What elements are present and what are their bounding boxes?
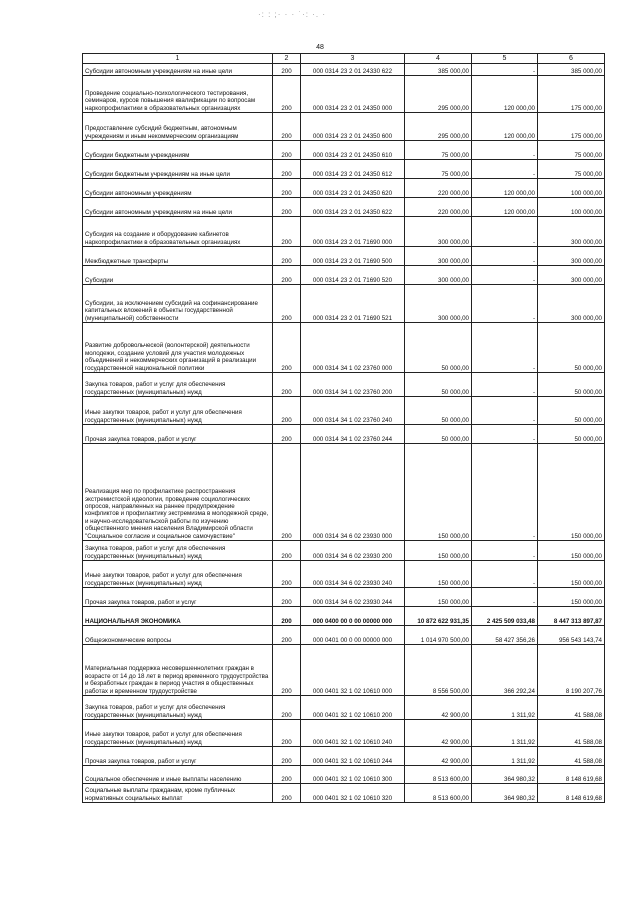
row-approved-amount-cell: 75 000,00 [405, 141, 472, 160]
row-remaining-amount-cell: 300 000,00 [538, 266, 605, 285]
table-row [83, 588, 605, 607]
row-approved-amount-cell: 1 014 970 500,00 [405, 626, 472, 645]
row-budget-code-cell: 000 0314 23 2 01 71690 500 [301, 247, 405, 266]
table-row [83, 607, 605, 626]
row-name-cell: Субсидии, за исключением субсидий на софинансирование капитальных вложений в объекты государственной (муниципальной) собственности [83, 285, 273, 323]
row-executed-amount-cell: 58 427 356,26 [472, 626, 538, 645]
row-executed-amount-cell: 2 425 509 033,48 [472, 607, 538, 626]
table-row [83, 323, 605, 373]
row-remaining-amount-cell: 100 000,00 [538, 198, 605, 217]
row-remaining-amount-cell: 385 000,00 [538, 64, 605, 76]
row-name-cell: Общеэкономические вопросы [83, 626, 273, 645]
page-number: 48 [316, 44, 324, 51]
row-budget-code-cell: 000 0314 34 1 02 23760 000 [301, 323, 405, 373]
row-line-code-cell: 200 [273, 588, 301, 607]
row-approved-amount-cell: 10 872 622 931,35 [405, 607, 472, 626]
table-row [83, 784, 605, 803]
row-line-code-cell: 200 [273, 373, 301, 397]
row-remaining-amount-cell: 956 543 143,74 [538, 626, 605, 645]
row-line-code-cell: 200 [273, 323, 301, 373]
row-budget-code-cell: 000 0401 32 1 02 10610 244 [301, 747, 405, 766]
table-row [83, 397, 605, 425]
row-name-cell: Субсидии автономным учреждениям на иные цели [83, 64, 273, 76]
scan-stamp-mark: ·: : ;· · · ˙·: ·. · [258, 10, 326, 19]
row-approved-amount-cell: 8 513 600,00 [405, 784, 472, 803]
table-row [83, 720, 605, 747]
row-line-code-cell: 200 [273, 696, 301, 720]
row-name-cell: Проведение социально-психологического тестирования, семинаров, курсов повышения квалификации по вопросам наркопрофилактики в образовательных организациях [83, 76, 273, 113]
table-row [83, 217, 605, 247]
column-number-header-row [83, 54, 605, 64]
table-row [83, 160, 605, 179]
row-name-cell: Субсидии бюджетным учреждениям [83, 141, 273, 160]
row-line-code-cell: 200 [273, 645, 301, 696]
row-budget-code-cell: 000 0314 23 2 01 71690 520 [301, 266, 405, 285]
row-approved-amount-cell: 295 000,00 [405, 76, 472, 113]
row-remaining-amount-cell: 150 000,00 [538, 541, 605, 561]
row-approved-amount-cell: 150 000,00 [405, 444, 472, 541]
row-approved-amount-cell: 8 556 500,00 [405, 645, 472, 696]
row-executed-amount-cell: 120 000,00 [472, 198, 538, 217]
table-row [83, 179, 605, 198]
row-budget-code-cell: 000 0401 32 1 02 10610 320 [301, 784, 405, 803]
table-row [83, 626, 605, 645]
row-approved-amount-cell: 42 900,00 [405, 696, 472, 720]
row-approved-amount-cell: 50 000,00 [405, 397, 472, 425]
column-header: 1 [83, 54, 273, 64]
row-approved-amount-cell: 295 000,00 [405, 113, 472, 141]
table-row [83, 747, 605, 766]
row-approved-amount-cell: 300 000,00 [405, 247, 472, 266]
row-line-code-cell: 200 [273, 76, 301, 113]
row-approved-amount-cell: 50 000,00 [405, 323, 472, 373]
table-row [83, 696, 605, 720]
row-remaining-amount-cell: 75 000,00 [538, 160, 605, 179]
row-executed-amount-cell: - [472, 323, 538, 373]
row-approved-amount-cell: 150 000,00 [405, 588, 472, 607]
row-line-code-cell: 200 [273, 766, 301, 784]
row-executed-amount-cell: - [472, 373, 538, 397]
row-executed-amount-cell: - [472, 217, 538, 247]
row-executed-amount-cell: - [472, 588, 538, 607]
row-budget-code-cell: 000 0314 23 2 01 24350 600 [301, 113, 405, 141]
row-executed-amount-cell: - [472, 444, 538, 541]
row-line-code-cell: 200 [273, 607, 301, 626]
row-name-cell: Прочая закупка товаров, работ и услуг [83, 425, 273, 444]
row-name-cell: Прочая закупка товаров, работ и услуг [83, 747, 273, 766]
row-line-code-cell: 200 [273, 747, 301, 766]
row-remaining-amount-cell: 100 000,00 [538, 179, 605, 198]
table-row [83, 141, 605, 160]
table-row [83, 247, 605, 266]
row-approved-amount-cell: 300 000,00 [405, 285, 472, 323]
row-remaining-amount-cell: 8 148 619,68 [538, 784, 605, 803]
row-line-code-cell: 200 [273, 217, 301, 247]
table-row [83, 444, 605, 541]
row-line-code-cell: 200 [273, 113, 301, 141]
row-remaining-amount-cell: 50 000,00 [538, 425, 605, 444]
row-budget-code-cell: 000 0314 34 6 02 23930 240 [301, 561, 405, 588]
row-name-cell: Реализация мер по профилактике распространения экстремистской идеологии, проведение социологических опросов, направленных на раннее предупреждение конфликтов и профилактику экстремизма в молодежной среде, и научно-исследовательской работы по изучению общественного мнения населения Владимирской области "Социальное согласие и социальное самочувствие" [83, 444, 273, 541]
table-row [83, 541, 605, 561]
row-line-code-cell: 200 [273, 425, 301, 444]
row-line-code-cell: 200 [273, 444, 301, 541]
row-budget-code-cell: 000 0314 34 6 02 23930 000 [301, 444, 405, 541]
row-name-cell: Развитие добровольческой (волонтерской) деятельности молодежи, создание условий для участия молодежных объединений и некоммерческих организаций в реализации государственной национальной политики [83, 323, 273, 373]
row-budget-code-cell: 000 0314 23 2 01 24350 610 [301, 141, 405, 160]
table-row [83, 64, 605, 76]
column-header: 3 [301, 54, 405, 64]
row-budget-code-cell: 000 0314 34 1 02 23760 200 [301, 373, 405, 397]
row-line-code-cell: 200 [273, 179, 301, 198]
row-executed-amount-cell: - [472, 541, 538, 561]
row-executed-amount-cell: 364 980,32 [472, 784, 538, 803]
row-budget-code-cell: 000 0314 34 6 02 23930 244 [301, 588, 405, 607]
row-line-code-cell: 200 [273, 397, 301, 425]
row-line-code-cell: 200 [273, 64, 301, 76]
row-budget-code-cell: 000 0314 23 2 01 24330 622 [301, 64, 405, 76]
row-approved-amount-cell: 50 000,00 [405, 425, 472, 444]
row-executed-amount-cell: - [472, 266, 538, 285]
row-executed-amount-cell: - [472, 285, 538, 323]
row-line-code-cell: 200 [273, 160, 301, 179]
row-name-cell: Иные закупки товаров, работ и услуг для обеспечения государственных (муниципальных) нужд [83, 720, 273, 747]
row-name-cell: Закупка товаров, работ и услуг для обеспечения государственных (муниципальных) нужд [83, 541, 273, 561]
row-line-code-cell: 200 [273, 784, 301, 803]
row-approved-amount-cell: 220 000,00 [405, 179, 472, 198]
row-line-code-cell: 200 [273, 720, 301, 747]
table-row [83, 425, 605, 444]
row-line-code-cell: 200 [273, 561, 301, 588]
row-budget-code-cell: 000 0314 23 2 01 24350 620 [301, 179, 405, 198]
row-remaining-amount-cell: 41 588,08 [538, 747, 605, 766]
table-row [83, 645, 605, 696]
row-approved-amount-cell: 42 900,00 [405, 747, 472, 766]
row-name-cell: Субсидия на создание и оборудование кабинетов наркопрофилактики в образовательных организациях [83, 217, 273, 247]
row-budget-code-cell: 000 0401 32 1 02 10610 300 [301, 766, 405, 784]
row-budget-code-cell: 000 0400 00 0 00 00000 000 [301, 607, 405, 626]
row-executed-amount-cell: 120 000,00 [472, 76, 538, 113]
row-remaining-amount-cell: 150 000,00 [538, 561, 605, 588]
row-executed-amount-cell: 120 000,00 [472, 179, 538, 198]
row-budget-code-cell: 000 0401 00 0 00 00000 000 [301, 626, 405, 645]
row-remaining-amount-cell: 150 000,00 [538, 444, 605, 541]
row-name-cell: Закупка товаров, работ и услуг для обеспечения государственных (муниципальных) нужд [83, 373, 273, 397]
row-name-cell: Прочая закупка товаров, работ и услуг [83, 588, 273, 607]
row-budget-code-cell: 000 0314 23 2 01 24350 622 [301, 198, 405, 217]
row-executed-amount-cell: - [472, 64, 538, 76]
table-row [83, 373, 605, 397]
row-line-code-cell: 200 [273, 541, 301, 561]
row-line-code-cell: 200 [273, 247, 301, 266]
row-executed-amount-cell: - [472, 397, 538, 425]
row-line-code-cell: 200 [273, 141, 301, 160]
row-executed-amount-cell: 364 980,32 [472, 766, 538, 784]
table-row [83, 766, 605, 784]
column-header: 5 [472, 54, 538, 64]
row-name-cell: Иные закупки товаров, работ и услуг для обеспечения государственных (муниципальных) нужд [83, 561, 273, 588]
table-row [83, 285, 605, 323]
row-budget-code-cell: 000 0314 34 1 02 23760 240 [301, 397, 405, 425]
row-name-cell: Материальная поддержка несовершеннолетних граждан в возрасте от 14 до 18 лет в период временного трудоустройства и безработных граждан в период участия в общественных работах и временном трудоустройстве [83, 645, 273, 696]
row-remaining-amount-cell: 300 000,00 [538, 247, 605, 266]
row-approved-amount-cell: 300 000,00 [405, 217, 472, 247]
row-name-cell: НАЦИОНАЛЬНАЯ ЭКОНОМИКА [83, 607, 273, 626]
row-budget-code-cell: 000 0314 23 2 01 71690 000 [301, 217, 405, 247]
row-approved-amount-cell: 8 513 600,00 [405, 766, 472, 784]
row-remaining-amount-cell: 50 000,00 [538, 323, 605, 373]
row-remaining-amount-cell: 41 588,08 [538, 720, 605, 747]
row-remaining-amount-cell: 300 000,00 [538, 217, 605, 247]
row-remaining-amount-cell: 50 000,00 [538, 397, 605, 425]
row-budget-code-cell: 000 0401 32 1 02 10610 240 [301, 720, 405, 747]
row-name-cell: Предоставление субсидий бюджетным, автономным учреждениям и иным некоммерческим организациям [83, 113, 273, 141]
row-approved-amount-cell: 385 000,00 [405, 64, 472, 76]
column-header: 2 [273, 54, 301, 64]
row-name-cell: Субсидии автономным учреждениям [83, 179, 273, 198]
row-budget-code-cell: 000 0314 34 6 02 23930 200 [301, 541, 405, 561]
row-approved-amount-cell: 150 000,00 [405, 561, 472, 588]
row-remaining-amount-cell: 41 588,08 [538, 696, 605, 720]
row-budget-code-cell: 000 0401 32 1 02 10610 000 [301, 645, 405, 696]
column-header: 4 [405, 54, 472, 64]
row-executed-amount-cell: - [472, 247, 538, 266]
row-remaining-amount-cell: 175 000,00 [538, 76, 605, 113]
row-executed-amount-cell: 120 000,00 [472, 113, 538, 141]
row-executed-amount-cell: - [472, 160, 538, 179]
row-remaining-amount-cell: 8 190 207,76 [538, 645, 605, 696]
table-row [83, 198, 605, 217]
row-remaining-amount-cell: 175 000,00 [538, 113, 605, 141]
row-approved-amount-cell: 150 000,00 [405, 541, 472, 561]
row-budget-code-cell: 000 0314 23 2 01 24350 612 [301, 160, 405, 179]
row-budget-code-cell: 000 0401 32 1 02 10610 200 [301, 696, 405, 720]
row-executed-amount-cell: 1 311,92 [472, 696, 538, 720]
row-remaining-amount-cell: 8 447 313 897,87 [538, 607, 605, 626]
column-header: 6 [538, 54, 605, 64]
row-line-code-cell: 200 [273, 266, 301, 285]
row-executed-amount-cell: 1 311,92 [472, 747, 538, 766]
row-budget-code-cell: 000 0314 34 1 02 23760 244 [301, 425, 405, 444]
row-executed-amount-cell: 366 292,24 [472, 645, 538, 696]
table-row [83, 76, 605, 113]
row-line-code-cell: 200 [273, 626, 301, 645]
row-line-code-cell: 200 [273, 198, 301, 217]
row-executed-amount-cell: 1 311,92 [472, 720, 538, 747]
table-row [83, 113, 605, 141]
row-name-cell: Субсидии [83, 266, 273, 285]
row-name-cell: Закупка товаров, работ и услуг для обеспечения государственных (муниципальных) нужд [83, 696, 273, 720]
row-budget-code-cell: 000 0314 23 2 01 71690 521 [301, 285, 405, 323]
row-approved-amount-cell: 42 900,00 [405, 720, 472, 747]
row-budget-code-cell: 000 0314 23 2 01 24350 000 [301, 76, 405, 113]
row-approved-amount-cell: 220 000,00 [405, 198, 472, 217]
table-row [83, 266, 605, 285]
row-name-cell: Субсидии бюджетным учреждениям на иные цели [83, 160, 273, 179]
row-name-cell: Иные закупки товаров, работ и услуг для обеспечения государственных (муниципальных) нужд [83, 397, 273, 425]
row-remaining-amount-cell: 8 148 619,68 [538, 766, 605, 784]
row-executed-amount-cell: - [472, 425, 538, 444]
row-executed-amount-cell: - [472, 141, 538, 160]
budget-execution-table [82, 53, 605, 803]
row-remaining-amount-cell: 50 000,00 [538, 373, 605, 397]
row-name-cell: Социальное обеспечение и иные выплаты населению [83, 766, 273, 784]
row-name-cell: Социальные выплаты гражданам, кроме публичных нормативных социальных выплат [83, 784, 273, 803]
row-name-cell: Субсидии автономным учреждениям на иные цели [83, 198, 273, 217]
row-remaining-amount-cell: 75 000,00 [538, 141, 605, 160]
table-body [83, 64, 605, 803]
row-executed-amount-cell: - [472, 561, 538, 588]
row-name-cell: Межбюджетные трансферты [83, 247, 273, 266]
row-line-code-cell: 200 [273, 285, 301, 323]
row-remaining-amount-cell: 150 000,00 [538, 588, 605, 607]
row-approved-amount-cell: 50 000,00 [405, 373, 472, 397]
table-row [83, 561, 605, 588]
row-approved-amount-cell: 300 000,00 [405, 266, 472, 285]
row-remaining-amount-cell: 300 000,00 [538, 285, 605, 323]
row-approved-amount-cell: 75 000,00 [405, 160, 472, 179]
